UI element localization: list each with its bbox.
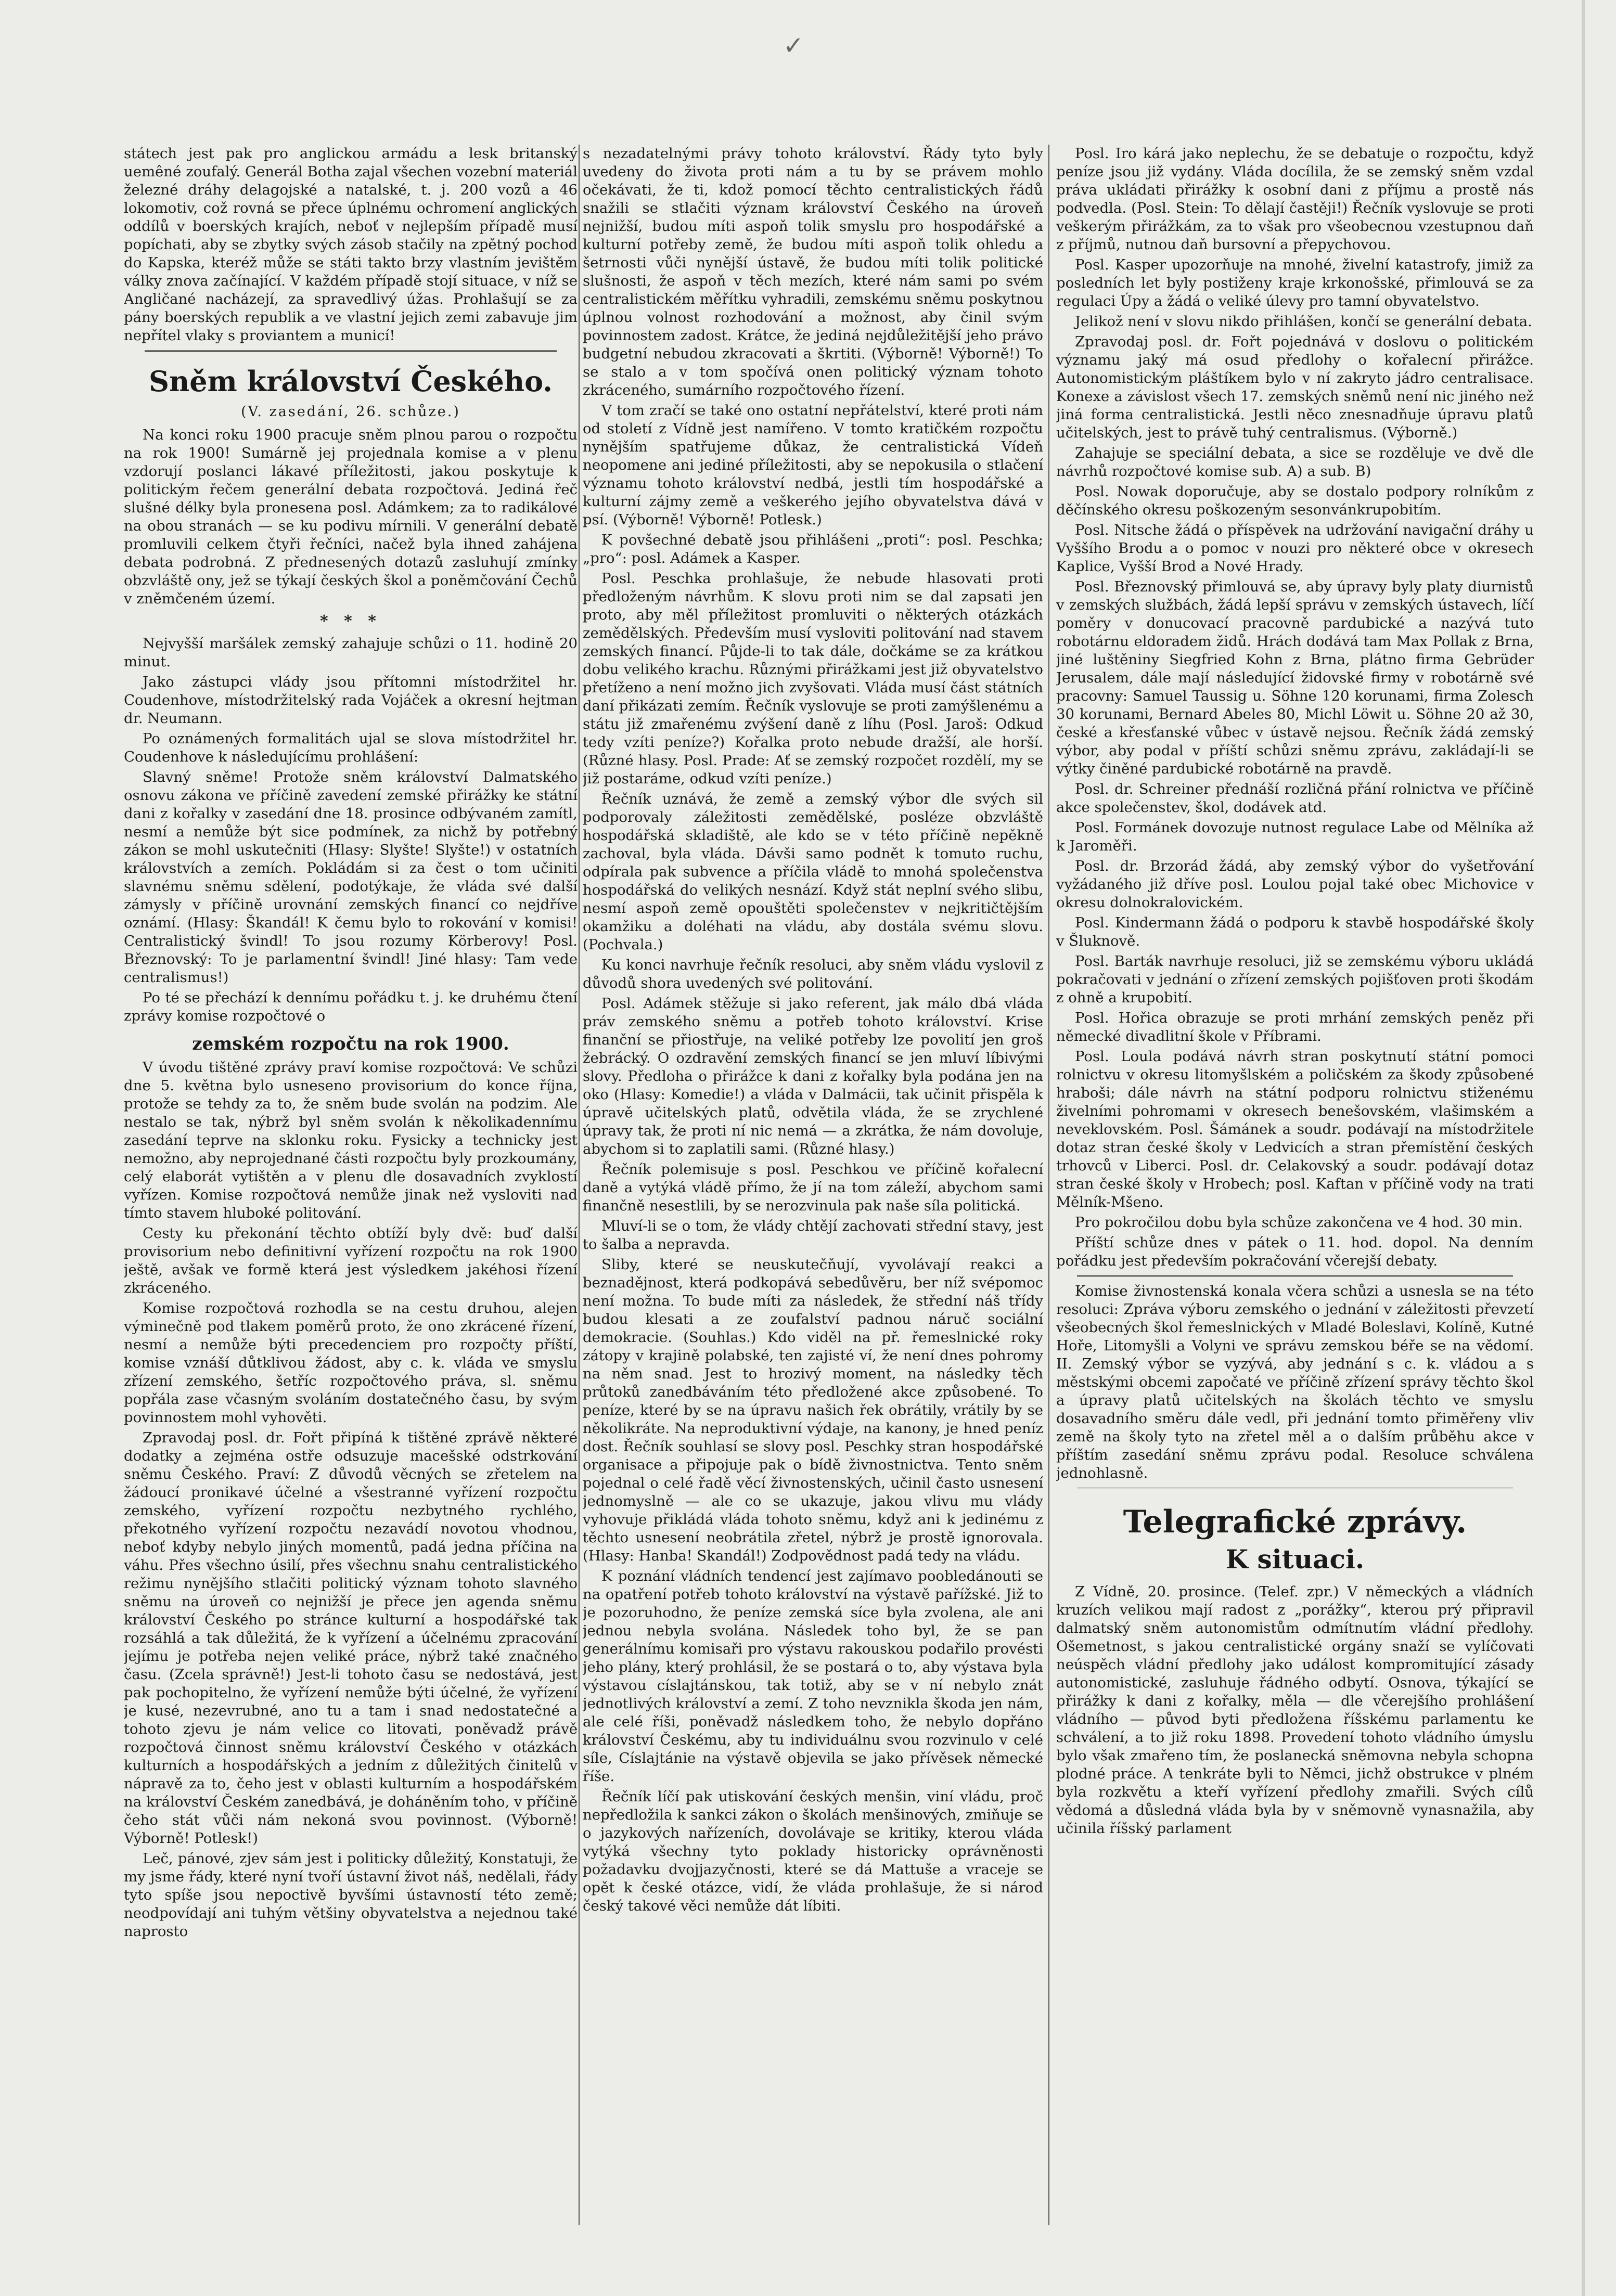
paragraph: Leč, pánové, zjev sám jest i politicky důležitý, Konstatuji, že my jsme řády, které nyní tvoří ústavní život náš, nedělali, řády tyto spíše jsou nepoctivě byvšími ústavností této země; neodpovídají ani tuhým většiny obyvatelstva a nejednou také naprosto: [124, 1850, 578, 1940]
paragraph: Zpravodaj posl. dr. Fořt pojednává v doslovu o politickém významu jaký má osud předlohy o kořalecní přirážce. Autonomistickým pláštíkem bylo v ní zakryto jádro centralisace. Konexe a závislost všech 17. zemských sněmů není nic jiného než jiná forma centralistická. Jestli něco znesnadňuje úpravu platů učitelských, jest to právě tuhý centralismus. (Výborně.): [1056, 333, 1534, 441]
subheadline: K situaci.: [1225, 1544, 1365, 1575]
paragraph: Příští schůze dnes v pátek o 11. hod. dopol. Na denním pořádku jest především pokračování včerejší debaty.: [1056, 1234, 1534, 1269]
scan-mark: ✓: [783, 31, 804, 60]
paragraph: Jako zástupci vlády jsou přítomni místodržitel hr. Coudenhove, místodržitelský rada Vojáček a okresní hejtman dr. Neumann.: [124, 674, 578, 727]
paragraph: Řečník uznává, že země a zemský výbor dle svých sil podporovaly záležitosti zemědělské, posléze obzvláště hospodářská skladiště, ale kdo se v této příčině nepěkně zachoval, byla vláda. Dávši samo podnět k tomuto ruchu, odpírala pak subvence a příčila vládě to mnohá společenstva hospodářská do velikých nesnází. Když stát neplní svého slibu, nesmí aspoň země opouštěti společenstev v nejkritičtějším okamžiku a doléhati na vládu, aby dostála svému slovu. (Pochvala.): [583, 791, 1043, 953]
paragraph: Posl. Formánek dovozuje nutnost regulace Labe od Mělníka až k Jaroměři.: [1056, 819, 1534, 854]
paragraph: Cesty ku překonání těchto obtíží byly dvě: buď další provisorium nebo definitivní vyřízení rozpočtu na rok 1900 ještě, avšak ve formě která jest výsledkem jakéhosi řízení zkráceného.: [124, 1225, 578, 1296]
paragraph: Posl. Kindermann žádá o podporu k stavbě hospodářské školy v Šluknově.: [1056, 914, 1534, 949]
column-3: [1056, 145, 1534, 2225]
paragraph: Ku konci navrhuje řečník resoluci, aby sněm vládu vyslovil z důvodů shora uvedených své politování.: [583, 957, 1043, 991]
paragraph: Posl. Adámek stěžuje si jako referent, jak málo dbá vláda práv zemského sněmu a potřeb tohoto království. Krise finanční se přiostřuje, na veliké potřeby lze povolití jen groš žebrácký. O ozdravění zemských financí se jen mluví líbivými slovy. Předloha o přirážce k dani z kořalky byla podána jen na oko (Hlasy: Komedie!) a vláda v Dalmácii, tak učinit přispěla k úpravě učitelských platů, odvětila vláda, že se zrychlené úpravy tak, že proti ní nic nemá — a zkrátka, že nám dovoluje, abychom si to zaplatili sami. (Různé hlasy.): [583, 995, 1043, 1157]
section-stars: * * *: [320, 612, 381, 630]
paragraph: Pro pokročilou dobu byla schůze zakončena ve 4 hod. 30 min.: [1075, 1214, 1523, 1231]
paragraph: Posl. Barták navrhuje resoluci, již se zemskému výboru ukládá pokračovati v jednání o zřízení zemských pojišťoven proti škodám z ohně a krupobití.: [1056, 953, 1534, 1006]
column-rule: [579, 145, 580, 2225]
paragraph: Posl. Iro kárá jako neplechu, že se debatuje o rozpočtu, když peníze jsou již vydány. Vláda docílila, že se zemský sněm vzdal práva ukládati přirážky k osobní dani z příjmu a prostě nás podvedla. (Posl. Stein: To dělají častěji!) Řečník vyslovuje se proti veškerým přirážkám, za to však pro všeobecnou vzestupnou daň z příjmů, nutnou daň bursovní a přepychovou.: [1056, 145, 1534, 253]
paragraph: Řečník polemisuje s posl. Peschkou ve příčině kořalecní daně a vytýká vládě přímo, že jí na tom záleží, abychom sami finančně nesestlili, by se nerozvinula pak naše síla politická.: [583, 1161, 1043, 1214]
paragraph: Řečník líčí pak utiskování českých menšin, viní vládu, proč nepředložila k sankci zákon o školách menšinových, zmiňuje se o jazykových nařízeních, dovolávaje se kritiky, kterou vláda vytýká všechny tyto poklady historicky oprávněnosti požadavku dvojjazyčnosti, které se dá Mattuše a vraceje se opět k české otázce, vidí, že vláda prohlašuje, že si národ český takové věci nemůže dát líbiti.: [583, 1788, 1043, 1914]
paragraph: Mluví-li se o tom, že vlády chtějí zachovati střední stavy, jest to šalba a nepravda.: [583, 1218, 1043, 1253]
paragraph: Posl. Peschka prohlašuje, že nebude hlasovati proti předloženým návrhům. K slovu proti nim se dal zapsati jen proto, aby měl příležitost promluviti o některých otázkách zemědělských. Především musí vysloviti politování nad stavem zemských financí. Půjde-li to tak dále, dočkáme se za krátkou dobu velikého krachu. Různými přirážkami jest již obyvatelstvo přetíženo a není možno jich zvyšovati. Vláda musí část státních daní přikázati zemím. Řečník vyslovuje se proti zamýšlenému a státu již zmařenému zvýšení daně z líhu (Posl. Jaroš: Odkud tedy vzíti peníze?) Kořalka proto nebude dražší, ale horší. (Různé hlasy. Posl. Prade: Ať se zemský rozpočet rozdělí, my se již postaráme, odkud vzíti peníze.): [583, 570, 1043, 787]
paragraph: Z Vídně, 20. prosince. (Telef. zpr.) V německých a vládních kruzích velikou mají radost z „porážky“, kterou prý připravil dalmatský sněm autonomistům odmítnutím vládní předlohy. Ošemetnost, s jakou centralistické orgány snaží se vylíčovati neúspěch vládní předlohy jako událost kompromitující zásady autonomistické, zasluhuje řádného odbytí. Osnova, týkající se přirážky k dani z kořalky, měla — dle včerejšího prohlášení vládního — původ byti předložena říšskému parlamentu ke schválení, a to již roku 1898. Provedení tohoto vládního úmyslu bylo však zmařeno tím, že poslanecká sněmovna nebyla schopna plodné práce. A tenkráte byli to Němci, jichž obstrukce v plném byla rozkvětu a kteří vyřízení předlohy zmařili. Svých cílů vědomá a důsledná vláda byla by v sněmovně vynasnažila, aby učinila říšský parlament: [1056, 1583, 1534, 1837]
paragraph: Po oznámených formalitách ujal se slova místodržitel hr. Coudenhove k následujícímu prohlášení:: [124, 730, 578, 765]
section-divider: [1077, 1275, 1513, 1277]
subheadline: zemském rozpočtu na rok 1900.: [192, 1034, 509, 1054]
paragraph: Na konci roku 1900 pracuje sněm plnou parou o rozpočtu na rok 1900! Sumárně jej projednala komise a v plenu vzdorují poslanci lákavé příležitosti, jakou poskytuje k politickým řečem generální debata rozpočtová. Jediná řeč slušné délky byla pronesena posl. Adámkem; za to radikálové na obou stranách — se ku podivu mírnili. V generální debatě promluvili celkem čtyři řečníci, načež byla ihned zahájena debata podrobná. Z přednesených dotazů zasluhují zmínky obzvláště ony, jež se týkají českých škol a poněmčování Čechů v zněmčeném území.: [124, 427, 578, 607]
paragraph: Posl. Hořica obrazuje se proti mrhání zemských peněz při německé divadlitní škole v Příbrami.: [1056, 1010, 1534, 1044]
paragraph: Zpravodaj posl. dr. Fořt připíná k tištěné zprávě některé dodatky a zejména ostře odsuzuje macešské odstrkování sněmu Českého. Praví: Z důvodů věcných se zřetelem na žádoucí pronikavé účelné a všestranné vyřízení rozpočtu zemského, vyřízení rozpočtu nezbytného rychlého, překotného vyřízení rozpočtu nezavádí novotou vhodnou, neboť kdyby nebylo jiných momentů, padá jedna příčina na váhu. Přes všechno úsilí, přes všechnu snahu centralistického režimu nynějšího stlačiti politický význam tohoto slavného sněmu na úroveň co nejnižší je přece jen agenda sněmu království Českého po stránce kulturní a hospodářské tak rozsáhlá a tak důležitá, že k vyřízení a účelnému zpracování jejímu je potřeba nejen veliké práce, nýbrž také značného času. (Zcela správně!) Jest-li tohoto času se nedostává, jest pak pochopitelno, že vyřízení nemůže býti účelné, že vyřízení je kusé, nezevrubné, ano tu a tam i snad nedostatečné a tohoto zjevu je nám velice co litovati, poněvadž právě rozpočtová činnost sněmu království Českého v otázkách kulturních a hospodářských a jedním z důležitých činitelů v nápravě za to, čeho jest v oblasti kulturním a hospodářském na království Českém zanedbává, je doháněním toho, v příčině čeho stát vůči nám nekoná svou povinnost. (Výborně! Výborně! Potlesk!): [124, 1429, 578, 1847]
section-divider: [145, 350, 557, 352]
paragraph: Jelikož není v slovu nikdo přihlášen, končí se generální debata.: [1075, 313, 1532, 330]
paragraph: Nejvyšší maršálek zemský zahajuje schůzi o 11. hodině 20 minut.: [124, 635, 578, 670]
paragraph: Po té se přechází k dennímu pořádku t. j. ke druhému čtení zprávy komise rozpočtové o: [124, 989, 578, 1024]
session-label: (V. zasedání, 26. schůze.): [241, 404, 460, 420]
paragraph: K poznání vládních tendencí jest zajímavo poobledánouti se na opatření potřeb tohoto království na výstavě pařížské. Již to je pozoruhodno, že peníze zemská síce byla zvolena, ale ani jednou nebyla svolána. Následek toho byl, že se pan generálnímu komisaři pro výstavu rakouskou podařilo provésti jeho plány, který prohlásil, že se postará o to, aby výstava byla výstavou císlajtánskou, tak totiž, aby se v ní nebylo znát jednotlivých království a zemí. Z toho nevznikla škoda jen nám, ale celé říši, poněvadž následkem toho, že nebylo dopřáno království Českému, aby tu individuálnu svou rozvinulo v celé síle, Císlajtánie na výstavě objevila se jako přívěsek německé říše.: [583, 1568, 1043, 1785]
column-rule: [1048, 145, 1049, 2225]
column-1: [124, 145, 578, 2225]
paragraph: V tom zračí se také ono ostatní nepřátelství, které proti nám od století z Vídně jest namířeno. V tomto kratičkém rozpočtu nynějším spatřujeme důkaz, že centralistická Vídeň neopomene ani jediné příležitosti, aby se nepokusila o stlačení významu tohoto království nedbá, jestli tím hospodářské a kulturní zájmy země a veškerého jejího obyvatelstva dává v psí. (Výborně! Výborně! Potlesk.): [583, 402, 1043, 528]
section-headline: Telegrafické zprávy.: [1123, 1504, 1467, 1540]
page-edge: [1582, 0, 1585, 2296]
paragraph: V úvodu tištěné zprávy praví komise rozpočtová: Ve schůzi dne 5. května bylo usneseno provisorium do konce října, protože se tehdy za to, že sněm bude svolán na podzim. Ale nestalo se tak, nýbrž byl sněm svolán k několikadennímu zasedání teprve na sklonku roku. Fysicky a technicky jest nemožno, aby neprojednané části rozpočtu byly prozkoumány, celý elaborát vytištěn a v plenu dle dosavadních zvyklostí vyřízen. Komise rozpočtová nemůže jinak než vysloviti nad tímto stavem hluboké politování.: [124, 1059, 578, 1221]
paragraph: Komise rozpočtová rozhodla se na cestu druhou, alejen výminečně pod tlakem poměrů proto, že ono zkrácené řízení, nesmí a nemůže býti precedenciem pro rozpočty příští, komise vznáší důtklivou žádost, aby c. k. vláda ve smyslu zřízení zemského, šetříc rozpočtového práva, sl. sněmu popřála zase včasným svoláním dostatečného času, by svým povinnostem mohl vyhověti.: [124, 1300, 578, 1426]
paragraph: Komise živnostenská konala včera schůzi a usnesla se na této resoluci: Zpráva výboru zemského o jednání v záležitosti převzetí všeobecných škol řemeslnických v Mladé Boleslavi, Kolíně, Kutné Hoře, Litomyšli a Volyni ve správu zemskou béře se na vědomí. II. Zemský výbor se vyzývá, aby jednání s c. k. vládou a s městskými obcemi započaté ve příčině zřízení správy těchto škol a úpravy platů učitelských na školách těchto ve smyslu dosavadního směru dále vedl, při jednání tomto přiměřeny vliv země na školy tyto na zřetel měl a o dalším průběhu akce v příštím zasedání sněmu zprávu podal. Resoluce schválena jednohlasně.: [1056, 1283, 1534, 1481]
paragraph: státech jest pak pro anglickou armádu a lesk britanský uemêné zoufalý. Generál Botha zajal všechen vozební materiál železné dráhy delagojské a natalské, t. j. 200 vozů a 46 lokomotiv, což rovná se přece úplnému ochromení anglických oddílů v boerských krajích, neboť v nejlepším případě musí popíchati, aby se zbytky svých zásob stačily na zpětný pochod do Kapska, kteréž může se státi takto brzy vlastním jevištěm války znova začínající. V každém případě stojí situace, v níž se Angličané nacházejí, za spravedlivý úžas. Prohlašují se za pány boerských republik a ve vlastní jejich zemi zabavuje jim nepřítel vlaky s proviantem a municí!: [124, 145, 578, 344]
paragraph: Posl. Loula podává návrh stran poskytnutí státní pomoci rolnictvu v okresu litomyšlském a poličském za škody způsobené hraboši; dále návrh na státní podporu rolnictvu stiženému živelními pohromami v okresech benešovském, vlašimském a neveklovském. Posl. Šámánek a soudr. podávají na místodržitele dotaz stran české školy v Ledvicích a stran přemístění českých trhovců v Liberci. Posl. dr. Celakovský a soudr. podávají dotaz stran české školy v Hrobech; posl. Kaftan v příčině vody na trati Mělník-Mšeno.: [1056, 1048, 1534, 1210]
paragraph: Posl. Kasper upozorňuje na mnohé, živelní katastrofy, jimiž za posledních let byly postiženy kraje krkonošské, přimlouvá se za regulaci Úpy a žádá o veliké úlevy pro tamní obyvatelstvo.: [1056, 256, 1534, 309]
paragraph: Posl. Nitsche žádá o příspěvek na udržování navigační dráhy u Vyššího Brodu a o pomoc v nouzi pro některé obce v okresech Kaplice, Vyšší Brod a Nové Hrady.: [1056, 522, 1534, 575]
paragraph: Sliby, které se neuskutečňují, vyvolávají reakci a beznadějnost, která podkopává sebedůvěru, ber níž svépomoc není možna. To bude míti za následek, že střední náš třídy budou klesati a ze zoufalství padnou náruč sociální demokracie. (Souhlas.) Kdo viděl na př. řemeslnické roky zátopy v krajině polabské, ten zajisté ví, že není dnes pohromy na něm snad. Jest to hrozivý moment, na následky těch průtoků zanedbáváním této předložené akce způsobené. To peníze, které by se na úpravu našich řek obrátily, vrátily by se několikráte. Na neproduktivní výdaje, na kanony, je hned peníz dost. Řečník souhlasí se slovy posl. Peschky stran hospodářské organisace a připojuje pak o bídě živnostnictva. Tento sněm pojednal o celé řadě věcí živnostenských, učinil často usnesení jednomyslně — ale co se ukazuje, jakou vlivu mu vlády vyhovuje přikládá vláda tohoto sněmu, když ani k jedinému z těchto usnesení neobrátila zřetel, nýbrž je prostě ignorovala. (Hlasy: Hanba! Skandál!) Zodpovědnost padá tedy na vládu.: [583, 1256, 1043, 1564]
paragraph: Posl. Nowak doporučuje, aby se dostalo podpory rolníkům z děčínského okresu poškozeným sesonvánkrupobitím.: [1056, 483, 1534, 518]
paragraph: Slavný sněme! Protože sněm království Dalmatského osnovu zákona ve příčině zavedení zemské přirážky ke státní dani z kořalky v zasedání dne 18. prosince odbývaném zamítl, nesmí a nemůže být sice podmínek, za nichž by potřebný zákon se mohl uskutečniti (Hlasy: Slyšte! Slyšte!) v ostatních královstvích a zemích. Pokládám si za čest o tom učiniti slavnému sněmu sdělení, podotýkaje, že vláda své další zámysly v příčině urovnání zemských financí co nejdříve oznámí. (Hlasy: Škandál! K čemu bylo to rokování v komisi! Centralistický švindl! To jsou rozumy Körberovy! Posl. Březnovský: To je parlamentní švindl! Jiné hlasy: Tam vede centralismus!): [124, 769, 578, 986]
paragraph: Posl. dr. Schreiner přednáší rozličná přání rolnictva ve příčině akce společenstev, škol, dodávek atd.: [1056, 781, 1534, 816]
paragraph: Posl. Březnovský přimlouvá se, aby úpravy byly platy diurnistů v zemských službách, žádá lepší správu v zemských ústavech, líčí poměry v donucovací pracovně pardubické a nazývá tuto robotárnu eldoradem židů. Hrách dodává tam Max Pollak z Brna, jiné luštěniny Siegfried Kohn z Brna, plátno firma Gebrüder Jerusalem, dále mají následující židovské firmy v robotárně své pracovny: Samuel Taussig u. Söhne 120 korunami, firma Zolesch 30 korunami, Bernard Abeles 80, Michl Löwit u. Söhne 20 až 30, české a křesťanské vůbec v ústavě nejsou. Řečník žádá zemský výbor, aby podal v příští schůzi sněmu zprávu, zakládají-li se výtky činěné pardubické robotárně na pravdě.: [1056, 578, 1534, 777]
paragraph: Zahajuje se speciální debata, a sice se rozděluje ve dvě dle návrhů rozpočtové komise sub. A) a sub. B): [1056, 445, 1534, 480]
paragraph: s nezadatelnými právy tohoto království. Řády tyto byly uvedeny do života proti nám a tu by se právem mohlo očekávati, že ti, kdož pomocí těchto centralistických řádů snažili se stlačiti význam království Českého na úroveň nejnižší, budou míti aspoň tolik smyslu pro hospodářské a kulturní potřeby země, že budou míti aspoň tolik ohledu a šetrnosti vůči nynější ústavě, že budou míti tolik politické slušnosti, že aspoň v těch mezích, které nám sami po svém centralistickém měřítku vyhradili, zemskému sněmu poskytnou úplnou volnost rozhodování a možnost, aby činil svým povinnostem zadost. Krátce, že jediná nejdůležitější jeho právo budgetní nebudou zkracovati a škrtiti. (Výborně! Výborně!) To se stalo a v tom spočívá onen politický význam tohoto zkráceného, sumárního rozpočtového řízení.: [583, 145, 1043, 398]
paragraph: Posl. dr. Brzorád žádá, aby zemský výbor do vyšetřování vyžádaného již dříve posl. Loulou pojal také obec Michovice v okresu dolnokralovickém.: [1056, 858, 1534, 911]
section-divider: [1077, 1488, 1513, 1489]
paragraph: K povšechné debatě jsou přihlášeni „proti“: posl. Peschka; „pro“: posl. Adámek a Kasper.: [583, 532, 1043, 566]
column-2: [583, 145, 1043, 2225]
article-headline: Sněm království Českého.: [149, 365, 553, 398]
